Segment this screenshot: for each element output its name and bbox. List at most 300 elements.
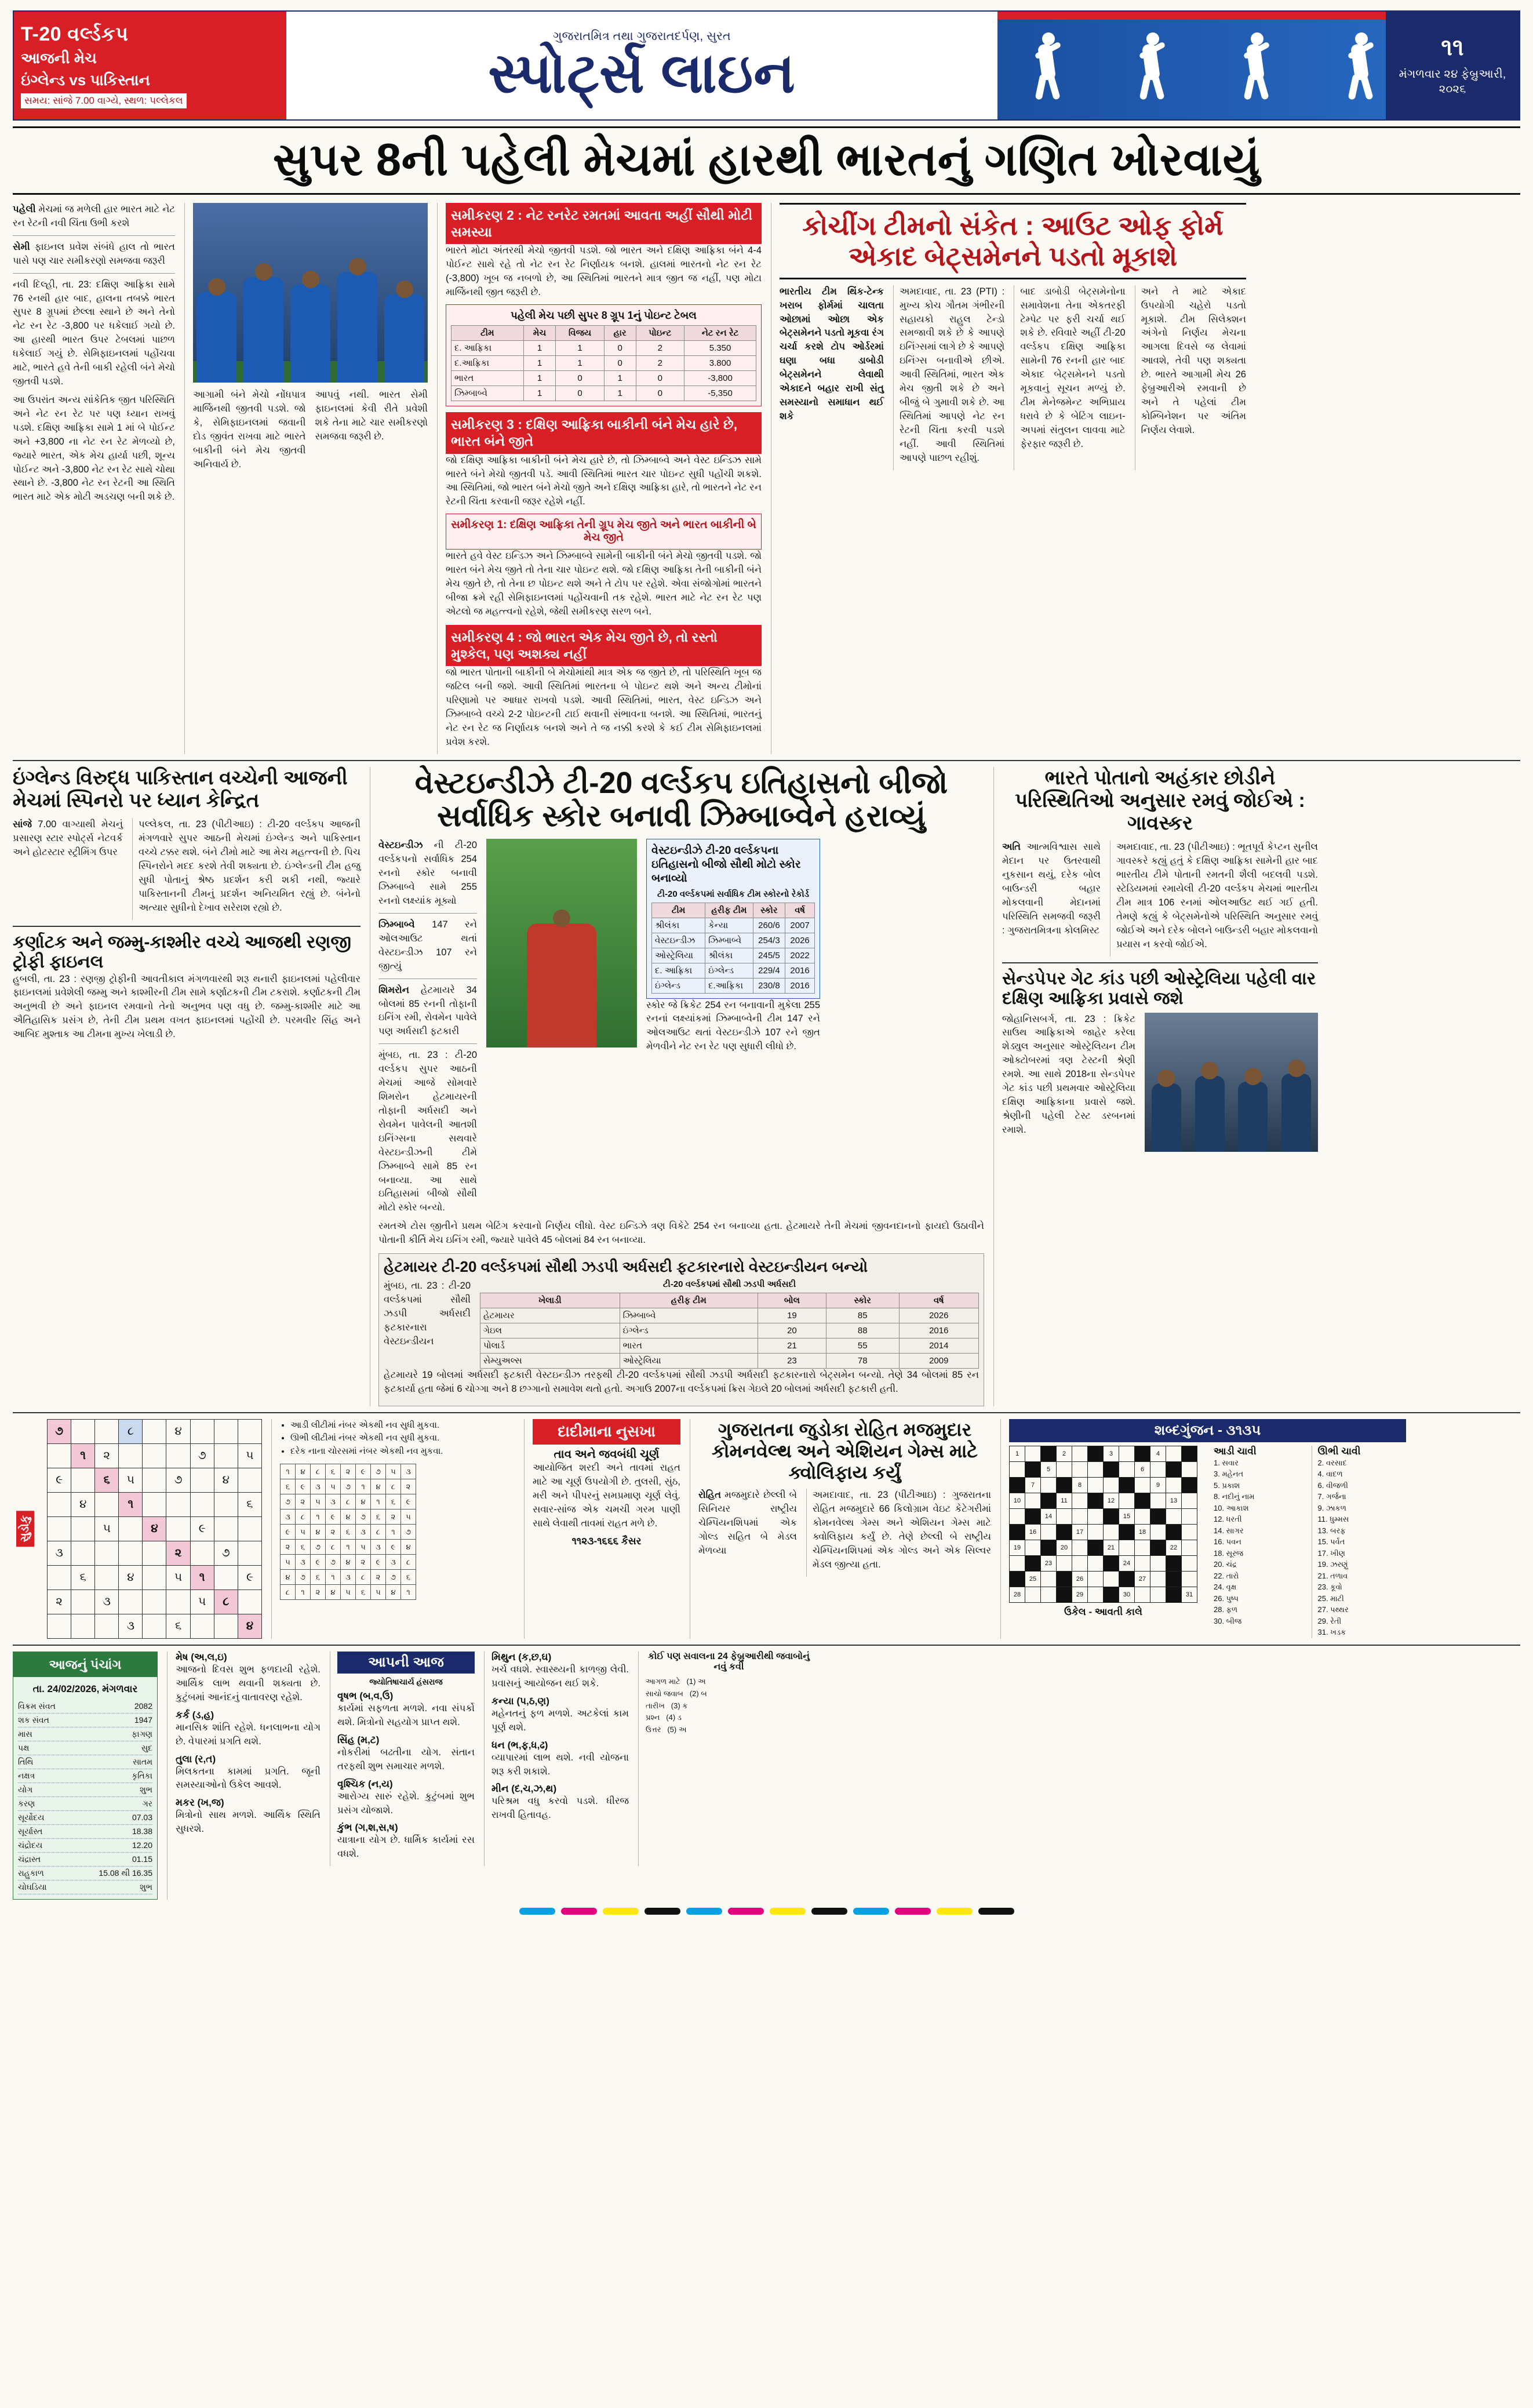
xw-cell[interactable]: 22: [1166, 1540, 1182, 1555]
mini-cell[interactable]: ૩: [281, 1509, 296, 1525]
xw-cell[interactable]: [1041, 1477, 1057, 1493]
mini-cell[interactable]: ૪: [326, 1585, 341, 1600]
xw-cell[interactable]: [1182, 1508, 1197, 1524]
mini-cell[interactable]: ૩: [386, 1555, 401, 1570]
xw-cell[interactable]: [1166, 1446, 1182, 1461]
mini-cell[interactable]: ૯: [356, 1464, 371, 1479]
xw-cell[interactable]: 29: [1072, 1587, 1088, 1602]
sudoku-cell[interactable]: ૭: [214, 1541, 238, 1565]
clue-item: 4. વાદળ: [1317, 1469, 1343, 1479]
mini-cell[interactable]: ૭: [281, 1494, 296, 1509]
sudoku-cell[interactable]: ૬: [166, 1614, 190, 1638]
mini-cell[interactable]: ૪: [341, 1555, 356, 1570]
sudoku-cell[interactable]: [119, 1589, 143, 1614]
sudoku-cell[interactable]: [190, 1468, 214, 1492]
sudoku-cell[interactable]: [190, 1541, 214, 1565]
sudoku-cell[interactable]: [71, 1541, 95, 1565]
zodiac-sign-name: મેષ (અ,લ,ઇ): [176, 1651, 227, 1663]
mini-cell[interactable]: ૮: [326, 1540, 341, 1555]
mini-cell[interactable]: ૫: [296, 1525, 311, 1540]
mini-cell[interactable]: ૪: [371, 1479, 386, 1494]
sudoku-cell[interactable]: ૫: [119, 1468, 143, 1492]
xw-cell[interactable]: [1119, 1446, 1135, 1461]
xw-cell-block: [1104, 1555, 1119, 1571]
sudoku-cell[interactable]: ૯: [48, 1468, 71, 1492]
sudoku-cell[interactable]: ૧: [119, 1492, 143, 1516]
xw-cell[interactable]: 2: [1057, 1446, 1072, 1461]
xw-cell[interactable]: [1135, 1477, 1150, 1493]
cell-player: પોલાર્ડ: [480, 1338, 620, 1354]
xw-cell[interactable]: [1182, 1524, 1197, 1540]
mini-cell[interactable]: ૩: [356, 1525, 371, 1540]
judo-kicker: મજમુદારે છેલ્લી બે સિનિયર રાષ્ટ્રીય ચેમ્પિયનશિપમાં એક ગોલ્ડ સહિત બે મેડલ મેળવ્યા: [698, 1490, 797, 1556]
xw-cell[interactable]: 20: [1057, 1540, 1072, 1555]
sudoku-cell[interactable]: [166, 1589, 190, 1614]
xw-cell[interactable]: 31: [1182, 1587, 1197, 1602]
sudoku-cell[interactable]: [238, 1419, 261, 1443]
sudoku-cell[interactable]: [190, 1492, 214, 1516]
mini-cell[interactable]: ૬: [281, 1479, 296, 1494]
recipe-block: [524, 1419, 680, 1639]
mini-cell[interactable]: ૪: [401, 1540, 416, 1555]
xw-cell-block: [1025, 1555, 1041, 1571]
xw-cell[interactable]: [1072, 1446, 1088, 1461]
xw-cell[interactable]: [1088, 1524, 1104, 1540]
windies-text-1: મુંબઇ, તા. 23 : ટી-20 વર્લ્ડકપ સુપર આઠની મેચમાં આજે સોમવારે શિમરોન હેટમાયરની તોફાની અર્ધસદી અને રોવમેન પાવેલની આતશી ઇનિંગ્સના સથવારે વેસ્ટઇન્ડીઝની ટીમે ઝિમ્બાબ્વે સામે 85 રન બનાવ્યા. આ સાથે ઇતિહાસમાં બીજો સૌથી મોટો સ્કોર બન્યો.: [378, 1050, 477, 1213]
sudoku-cell[interactable]: ૬: [71, 1565, 95, 1589]
cell-wins: 1: [556, 341, 604, 356]
mini-cell[interactable]: ૯: [281, 1525, 296, 1540]
xw-cell[interactable]: [1104, 1477, 1119, 1493]
sudoku-cell[interactable]: [95, 1419, 119, 1443]
equations-column: [437, 203, 762, 754]
clue-item: 21. તળાવ: [1317, 1571, 1348, 1580]
mini-cell[interactable]: ૬: [326, 1464, 341, 1479]
xw-cell[interactable]: [1088, 1477, 1104, 1493]
mini-cell[interactable]: ૬: [371, 1509, 386, 1525]
mini-cell[interactable]: ૧: [386, 1525, 401, 1540]
sudoku-cell[interactable]: [190, 1419, 214, 1443]
xw-cell[interactable]: 1: [1010, 1446, 1025, 1461]
sudoku-cell[interactable]: [143, 1443, 166, 1468]
mini-cell[interactable]: ૨: [296, 1494, 311, 1509]
sudoku-cell[interactable]: [95, 1614, 119, 1638]
sudoku-cell[interactable]: [190, 1614, 214, 1638]
xw-cell[interactable]: 8: [1072, 1477, 1088, 1493]
mini-cell[interactable]: ૧: [311, 1509, 326, 1525]
sudoku-cell[interactable]: [71, 1516, 95, 1541]
th-opponent: હરીફ ટીમ: [620, 1293, 758, 1308]
sudoku-cell[interactable]: ૭: [166, 1468, 190, 1492]
xw-cell[interactable]: [1057, 1508, 1072, 1524]
mini-cell[interactable]: ૪: [356, 1494, 371, 1509]
mini-cell[interactable]: ૬: [311, 1570, 326, 1585]
windies-headline: વેસ્ટઇન્ડીઝે ટી-20 વર્લ્ડકપ ઇતિહાસનો બીજો સર્વાધિક સ્કોર બનાવી ઝિમ્બાબ્વેને હરાવ્યું: [414, 766, 948, 834]
sudoku-cell[interactable]: [71, 1614, 95, 1638]
cell-opponent: ઝિમ્બાબ્વે: [705, 933, 753, 948]
xw-cell[interactable]: [1166, 1477, 1182, 1493]
lead-kicker-1: મેચમાં જ મળેલી હાર ભારત માટે નેટ રન રેટની નવી ચિંતા ઉભી કરશે: [13, 203, 175, 228]
mini-cell[interactable]: ૩: [311, 1479, 326, 1494]
xw-cell[interactable]: [1088, 1587, 1104, 1602]
sudoku-cell[interactable]: ૬: [95, 1468, 119, 1492]
xw-cell[interactable]: 26: [1072, 1571, 1088, 1587]
sudoku-cell[interactable]: ૪: [238, 1614, 261, 1638]
clue-item: 25. માટી: [1317, 1594, 1344, 1603]
gavaskar-text: અમદાવાદ, તા. 23 (પીટીઆઇ) : ભૂતપૂર્વ કેપ્ટન સુનીલ ગાવસ્કરે કહ્યું હતું કે દક્ષિણ આફ્રિકા સામેની હાર બાદ ભારતીય ટીમે પોતાની રમતની શૈલી બદલવી પડશે. સ્ટેડિયમમાં રમાયેલી ટી-20 વર્લ્ડકપ મેચમાં ભારતીય ટીમ માત્ર 106 રનમાં ઓલઆઉટ થઈ ગઈ હતી. તેમણે કહ્યું કે બેટ્સમેનોએ પરિસ્થિતિ અનુસાર રમવું જોઈએ અને દરેક બોલને બાઉન્ડરી બહાર મોકલવાનો પ્રયાસ ન કરવો જોઈએ.: [1116, 842, 1318, 950]
sudoku-cell[interactable]: ૧: [71, 1443, 95, 1468]
xw-cell[interactable]: [1182, 1493, 1197, 1508]
sudoku-cell[interactable]: [48, 1614, 71, 1638]
th-balls: બોલ: [758, 1293, 826, 1308]
xw-cell[interactable]: [1135, 1587, 1150, 1602]
crossword-block: [1000, 1419, 1406, 1639]
cell-wins: 0: [556, 371, 604, 386]
mini-cell[interactable]: ૫: [326, 1479, 341, 1494]
xw-cell[interactable]: [1135, 1555, 1150, 1571]
mini-cell[interactable]: ૮: [296, 1509, 311, 1525]
sudoku-cell[interactable]: ૪: [143, 1516, 166, 1541]
sudoku-cell[interactable]: ૭: [48, 1419, 71, 1443]
sudoku-cell[interactable]: ૪: [71, 1492, 95, 1516]
xw-cell[interactable]: 9: [1150, 1477, 1166, 1493]
xw-cell[interactable]: [1072, 1461, 1088, 1477]
panchang-row: [18, 1769, 152, 1783]
cell-points: 2: [636, 356, 684, 371]
sudoku-cell[interactable]: [214, 1443, 238, 1468]
mini-cell[interactable]: ૭: [296, 1570, 311, 1585]
cell-year: 2014: [899, 1338, 978, 1354]
coach-text-3: અને તે માટે એકાદ ઉપયોગી ચહેરો પડતો મૂકાશે. ટીમ સિલેક્શન અંગેનો નિર્ણય મેચના આગલા દિવસે જ લેવામાં આવશે, તેવી પણ શક્યતા છે. ભારતે આગામી મેચ 26 ફેબ્રુઆરીએ રમવાની છે અને તે પહેલાં ટીમ કોમ્બિનેશન પર અંતિમ નિર્ણય લેવાશે.: [1141, 286, 1246, 435]
mini-cell[interactable]: ૨: [281, 1540, 296, 1555]
mini-cell[interactable]: ૨: [371, 1570, 386, 1585]
mini-cell[interactable]: ૫: [281, 1555, 296, 1570]
xw-cell[interactable]: 13: [1166, 1493, 1182, 1508]
sudoku-grid[interactable]: [47, 1419, 262, 1639]
sudoku-cell[interactable]: ૪: [166, 1419, 190, 1443]
equation-2-heading: સમીકરણ 2 : નેટ રનરેટ રમતમાં આવતા અહીં સૌથી મોટી સમસ્યા: [446, 203, 762, 245]
mini-cell[interactable]: ૨: [386, 1509, 401, 1525]
sudoku-cell[interactable]: [95, 1541, 119, 1565]
mini-cell[interactable]: ૪: [296, 1464, 311, 1479]
england-pakistan-story: [13, 767, 361, 1406]
xw-cell[interactable]: [1182, 1555, 1197, 1571]
xw-cell-block: [1057, 1524, 1072, 1540]
mini-cell[interactable]: ૪: [311, 1525, 326, 1540]
sudoku-cell[interactable]: [143, 1589, 166, 1614]
mini-cell[interactable]: ૧: [371, 1494, 386, 1509]
xw-cell[interactable]: [1182, 1540, 1197, 1555]
xw-cell[interactable]: [1041, 1524, 1057, 1540]
mini-cell[interactable]: ૯: [311, 1555, 326, 1570]
xw-cell[interactable]: 27: [1135, 1571, 1150, 1587]
xw-cell[interactable]: [1119, 1493, 1135, 1508]
sudoku-cell[interactable]: [166, 1492, 190, 1516]
xw-cell[interactable]: [1041, 1587, 1057, 1602]
sudoku-cell[interactable]: [48, 1492, 71, 1516]
xw-cell[interactable]: [1119, 1540, 1135, 1555]
xw-cell[interactable]: 12: [1104, 1493, 1119, 1508]
mini-cell[interactable]: ૬: [401, 1570, 416, 1585]
sudoku-cell[interactable]: [238, 1589, 261, 1614]
sudoku-cell[interactable]: ૨: [48, 1589, 71, 1614]
mini-cell[interactable]: ૫: [401, 1509, 416, 1525]
sudoku-cell[interactable]: [119, 1541, 143, 1565]
mini-cell[interactable]: ૮: [356, 1570, 371, 1585]
xw-cell[interactable]: [1057, 1461, 1072, 1477]
mini-cell[interactable]: ૭: [311, 1540, 326, 1555]
sudoku-cell[interactable]: ૨: [166, 1541, 190, 1565]
sudoku-cell[interactable]: ૫: [166, 1565, 190, 1589]
xw-cell[interactable]: [1088, 1461, 1104, 1477]
xw-cell[interactable]: 10: [1010, 1493, 1025, 1508]
sudoku-cell[interactable]: [143, 1468, 166, 1492]
xw-cell[interactable]: 30: [1119, 1587, 1135, 1602]
xw-cell[interactable]: [1041, 1571, 1057, 1587]
sudoku-cell[interactable]: ૩: [48, 1541, 71, 1565]
xw-cell[interactable]: 16: [1025, 1524, 1041, 1540]
xw-cell[interactable]: [1010, 1461, 1025, 1477]
mini-cell[interactable]: ૯: [371, 1555, 386, 1570]
mini-cell[interactable]: ૩: [371, 1540, 386, 1555]
mini-cell[interactable]: ૧: [296, 1585, 311, 1600]
xw-cell-block: [1010, 1524, 1025, 1540]
sudoku-cell[interactable]: ૫: [238, 1443, 261, 1468]
mini-cell[interactable]: ૬: [296, 1540, 311, 1555]
mini-cell[interactable]: ૮: [371, 1525, 386, 1540]
xw-cell[interactable]: [1182, 1571, 1197, 1587]
sudoku-cell[interactable]: ૭: [190, 1443, 214, 1468]
sudoku-cell[interactable]: [214, 1565, 238, 1589]
mini-cell[interactable]: ૬: [341, 1525, 356, 1540]
mini-cell[interactable]: ૨: [356, 1555, 371, 1570]
mini-cell[interactable]: ૬: [356, 1585, 371, 1600]
xw-cell[interactable]: [1057, 1555, 1072, 1571]
sudoku-cell[interactable]: ૪: [119, 1565, 143, 1589]
sudoku-cell[interactable]: [71, 1419, 95, 1443]
crossword-grid[interactable]: [1009, 1446, 1197, 1603]
sudoku-cell[interactable]: [214, 1492, 238, 1516]
xw-cell[interactable]: 5: [1041, 1461, 1057, 1477]
lead-para-2: આ ઉપરાંત અન્ય સાંકેતિક જીત પરિસ્થિતિ અને નેટ રન રેટ પર પણ ધ્યાન રાખવું પડશે. દક્ષિણ આફ્રિકા સામે 1 માં બે પોઈન્ટ અને +3,800 ના નેટ રન રેટ મેળવ્યો છે, જ્યારે ભારત, એક મેચ હાર્યા પછી, શૂન્ય પોઈન્ટ અને -3,800 નેટ રન રેટ સાથે ચોથા સ્થાને છે. -3,800 નેટ રન રેટની આ સ્થિતિ ભારત માટે એક મોટી અડચણ બની શકે છે.: [13, 394, 175, 503]
xw-cell[interactable]: [1104, 1571, 1119, 1587]
xw-cell[interactable]: 19: [1010, 1540, 1025, 1555]
xw-cell[interactable]: 14: [1041, 1508, 1057, 1524]
sudoku-cell[interactable]: [48, 1565, 71, 1589]
mini-cell[interactable]: ૬: [386, 1494, 401, 1509]
mini-cell[interactable]: ૧: [326, 1570, 341, 1585]
sudoku-cell[interactable]: [238, 1516, 261, 1541]
sudoku-cell[interactable]: [143, 1614, 166, 1638]
cell-score: 88: [826, 1323, 899, 1338]
sudoku-cell[interactable]: ૮: [119, 1419, 143, 1443]
sudoku-cell[interactable]: [214, 1614, 238, 1638]
xw-cell[interactable]: 15: [1119, 1508, 1135, 1524]
sudoku-cell[interactable]: [238, 1468, 261, 1492]
sudoku-cell[interactable]: [95, 1492, 119, 1516]
sudoku-cell[interactable]: [119, 1516, 143, 1541]
mini-cell[interactable]: ૯: [401, 1494, 416, 1509]
xw-cell[interactable]: [1072, 1540, 1088, 1555]
sudoku-cell[interactable]: ૨: [95, 1443, 119, 1468]
sudoku-cell[interactable]: [71, 1468, 95, 1492]
cell-points: 0: [636, 386, 684, 401]
mini-cell[interactable]: ૧: [401, 1585, 416, 1600]
panchang-key: પક્ષ: [18, 1743, 30, 1753]
xw-cell[interactable]: [1150, 1587, 1166, 1602]
sudoku-cell[interactable]: [143, 1492, 166, 1516]
xw-cell[interactable]: [1088, 1555, 1104, 1571]
sudoku-cell[interactable]: [143, 1565, 166, 1589]
mini-cell[interactable]: ૮: [401, 1555, 416, 1570]
mini-cell[interactable]: ૮: [341, 1494, 356, 1509]
sudoku-cell[interactable]: ૮: [214, 1589, 238, 1614]
mini-cell[interactable]: ૩: [401, 1464, 416, 1479]
mini-cell[interactable]: ૨: [326, 1525, 341, 1540]
sudoku-cell[interactable]: ૩: [95, 1589, 119, 1614]
mini-cell[interactable]: ૮: [311, 1464, 326, 1479]
table-row: [451, 371, 756, 386]
xw-cell[interactable]: [1135, 1508, 1150, 1524]
xw-cell-block: [1010, 1477, 1025, 1493]
mini-cell[interactable]: ૭: [341, 1479, 356, 1494]
sudoku-cell[interactable]: [48, 1516, 71, 1541]
sudoku-cell[interactable]: [166, 1516, 190, 1541]
xw-cell[interactable]: [1010, 1508, 1025, 1524]
xw-cell[interactable]: [1150, 1571, 1166, 1587]
panchang-value: શુભ: [140, 1785, 152, 1795]
sudoku-cell[interactable]: ૧: [190, 1565, 214, 1589]
mini-cell[interactable]: ૯: [386, 1540, 401, 1555]
mini-cell[interactable]: ૭: [356, 1509, 371, 1525]
mini-cell[interactable]: ૪: [386, 1585, 401, 1600]
mini-cell[interactable]: ૭: [386, 1570, 401, 1585]
sudoku-cell[interactable]: [119, 1443, 143, 1468]
mini-cell[interactable]: ૪: [281, 1570, 296, 1585]
sudoku-cell[interactable]: [214, 1516, 238, 1541]
xw-cell[interactable]: [1072, 1508, 1088, 1524]
xw-cell-block: [1088, 1446, 1104, 1461]
sudoku-cell[interactable]: ૫: [95, 1516, 119, 1541]
sudoku-cell[interactable]: ૯: [190, 1516, 214, 1541]
xw-cell[interactable]: [1025, 1446, 1041, 1461]
panchang-row: [18, 1825, 152, 1839]
xw-cell[interactable]: [1150, 1461, 1166, 1477]
sudoku-cell[interactable]: [238, 1541, 261, 1565]
mini-cell[interactable]: ૪: [341, 1509, 356, 1525]
xw-cell[interactable]: [1088, 1508, 1104, 1524]
sudoku-cell[interactable]: [214, 1419, 238, 1443]
mini-cell[interactable]: ૭: [401, 1525, 416, 1540]
page-number: ૧૧: [1441, 34, 1464, 60]
xw-cell[interactable]: [1150, 1555, 1166, 1571]
mini-cell[interactable]: ૮: [386, 1479, 401, 1494]
mini-cell[interactable]: ૩: [326, 1494, 341, 1509]
mini-cell[interactable]: ૮: [281, 1585, 296, 1600]
xw-cell[interactable]: 6: [1135, 1461, 1150, 1477]
mini-cell[interactable]: ૩: [341, 1570, 356, 1585]
mini-cell[interactable]: ૭: [371, 1464, 386, 1479]
xw-cell[interactable]: 3: [1104, 1446, 1119, 1461]
xw-cell[interactable]: [1166, 1508, 1182, 1524]
mini-cell[interactable]: ૫: [341, 1585, 356, 1600]
xw-cell[interactable]: 17: [1072, 1524, 1088, 1540]
xw-cell[interactable]: 11: [1057, 1493, 1072, 1508]
xw-cell[interactable]: [1150, 1524, 1166, 1540]
xw-cell[interactable]: [1135, 1540, 1150, 1555]
sudoku-cell[interactable]: [95, 1565, 119, 1589]
mini-cell[interactable]: ૧: [281, 1464, 296, 1479]
sudoku-cell[interactable]: ૪: [214, 1468, 238, 1492]
sudoku-cell[interactable]: [143, 1419, 166, 1443]
mini-cell[interactable]: ૨: [341, 1464, 356, 1479]
clue-item: 28. ફળ: [1214, 1605, 1238, 1614]
mini-cell[interactable]: ૫: [356, 1540, 371, 1555]
mini-cell[interactable]: ૫: [371, 1585, 386, 1600]
mini-cell[interactable]: ૯: [296, 1479, 311, 1494]
zodiac-sign-name: તુલા (ર,ત): [176, 1753, 216, 1765]
xw-cell[interactable]: [1072, 1555, 1088, 1571]
xw-cell[interactable]: [1025, 1587, 1041, 1602]
sudoku-cell[interactable]: [166, 1443, 190, 1468]
xw-cell[interactable]: [1182, 1461, 1197, 1477]
cell-nrr: -3,800: [684, 371, 756, 386]
cell-team: ઓસ્ટ્રેલિયા: [652, 948, 705, 963]
xw-cell[interactable]: 7: [1025, 1477, 1041, 1493]
xw-cell[interactable]: 28: [1010, 1587, 1025, 1602]
xw-cell[interactable]: 23: [1041, 1555, 1057, 1571]
xw-cell[interactable]: 21: [1104, 1540, 1119, 1555]
xw-cell[interactable]: [1088, 1571, 1104, 1587]
lead-kicker-2: ફાઇનલ પ્રવેશ સંબંધે હાલ તો ભારત પાસે પણ ચાર સમીકરણો સમજવા જરૂરી: [13, 241, 175, 266]
xw-cell[interactable]: [1104, 1524, 1119, 1540]
clue-item: 23. કૂવો: [1317, 1583, 1342, 1592]
mini-cell[interactable]: ૭: [326, 1555, 341, 1570]
sudoku-cell[interactable]: ૫: [190, 1589, 214, 1614]
xw-cell[interactable]: [1150, 1493, 1166, 1508]
mini-cell[interactable]: ૧: [341, 1540, 356, 1555]
xw-cell[interactable]: [1010, 1555, 1025, 1571]
xw-cell[interactable]: 18: [1135, 1524, 1150, 1540]
xw-cell[interactable]: 4: [1150, 1446, 1166, 1461]
mini-cell[interactable]: ૯: [326, 1509, 341, 1525]
sudoku-cell[interactable]: ૩: [119, 1614, 143, 1638]
sudoku-cell[interactable]: ૬: [238, 1492, 261, 1516]
cell-loss: 1: [604, 386, 636, 401]
zodiac-sign-name: વૃષભ (બ,વ,ઉ): [337, 1690, 394, 1701]
mini-cell[interactable]: ૫: [386, 1464, 401, 1479]
mini-grid[interactable]: [280, 1464, 416, 1600]
xw-cell-block: [1119, 1571, 1135, 1587]
xw-cell[interactable]: [1025, 1540, 1041, 1555]
xw-cell[interactable]: [1119, 1461, 1135, 1477]
cell-score: 254/3: [753, 933, 785, 948]
mini-cell[interactable]: ૧: [356, 1479, 371, 1494]
equation-4-text: જો ભારત પોતાની બાકીની બે મેચોમાંથી માત્ર એક જ જીતે છે, તો પરિસ્થિતિ ખૂબ જ જટિલ બની જશે. આવી સ્થિતિમાં ભારતના બે પોઇન્ટ થશે અને અન્ય ટીમોનાં પરિણામો પર આધાર રાખવો પડશે. આવી સ્થિતિમાં, ભારત, વેસ્ટ ઇન્ડિઝ અને ઝિમ્બાબ્વે વચ્ચે 2-2 પોઇન્ટની ટાઈ થવાની સંભાવના બનશે. આ સ્થિતિમાં, ભારતનું નેટ રન રેટ જ નિર્ણાયક બનશે અને તે જ નક્કી કરશે કે કઈ ટીમ સેમિફાઇનલમાં પ્રવેશ કરશે.: [446, 667, 762, 747]
xw-cell[interactable]: [1025, 1493, 1041, 1508]
mini-cell[interactable]: ૨: [311, 1585, 326, 1600]
sudoku-cell[interactable]: [71, 1589, 95, 1614]
mini-cell[interactable]: ૩: [296, 1555, 311, 1570]
sudoku-cell[interactable]: [143, 1541, 166, 1565]
xw-cell[interactable]: 25: [1025, 1571, 1041, 1587]
mini-cell[interactable]: ૨: [401, 1479, 416, 1494]
mini-cell[interactable]: ૫: [311, 1494, 326, 1509]
xw-cell[interactable]: 24: [1119, 1555, 1135, 1571]
xw-cell[interactable]: [1072, 1493, 1088, 1508]
sudoku-cell[interactable]: ૯: [238, 1565, 261, 1589]
sudoku-cell[interactable]: [48, 1443, 71, 1468]
